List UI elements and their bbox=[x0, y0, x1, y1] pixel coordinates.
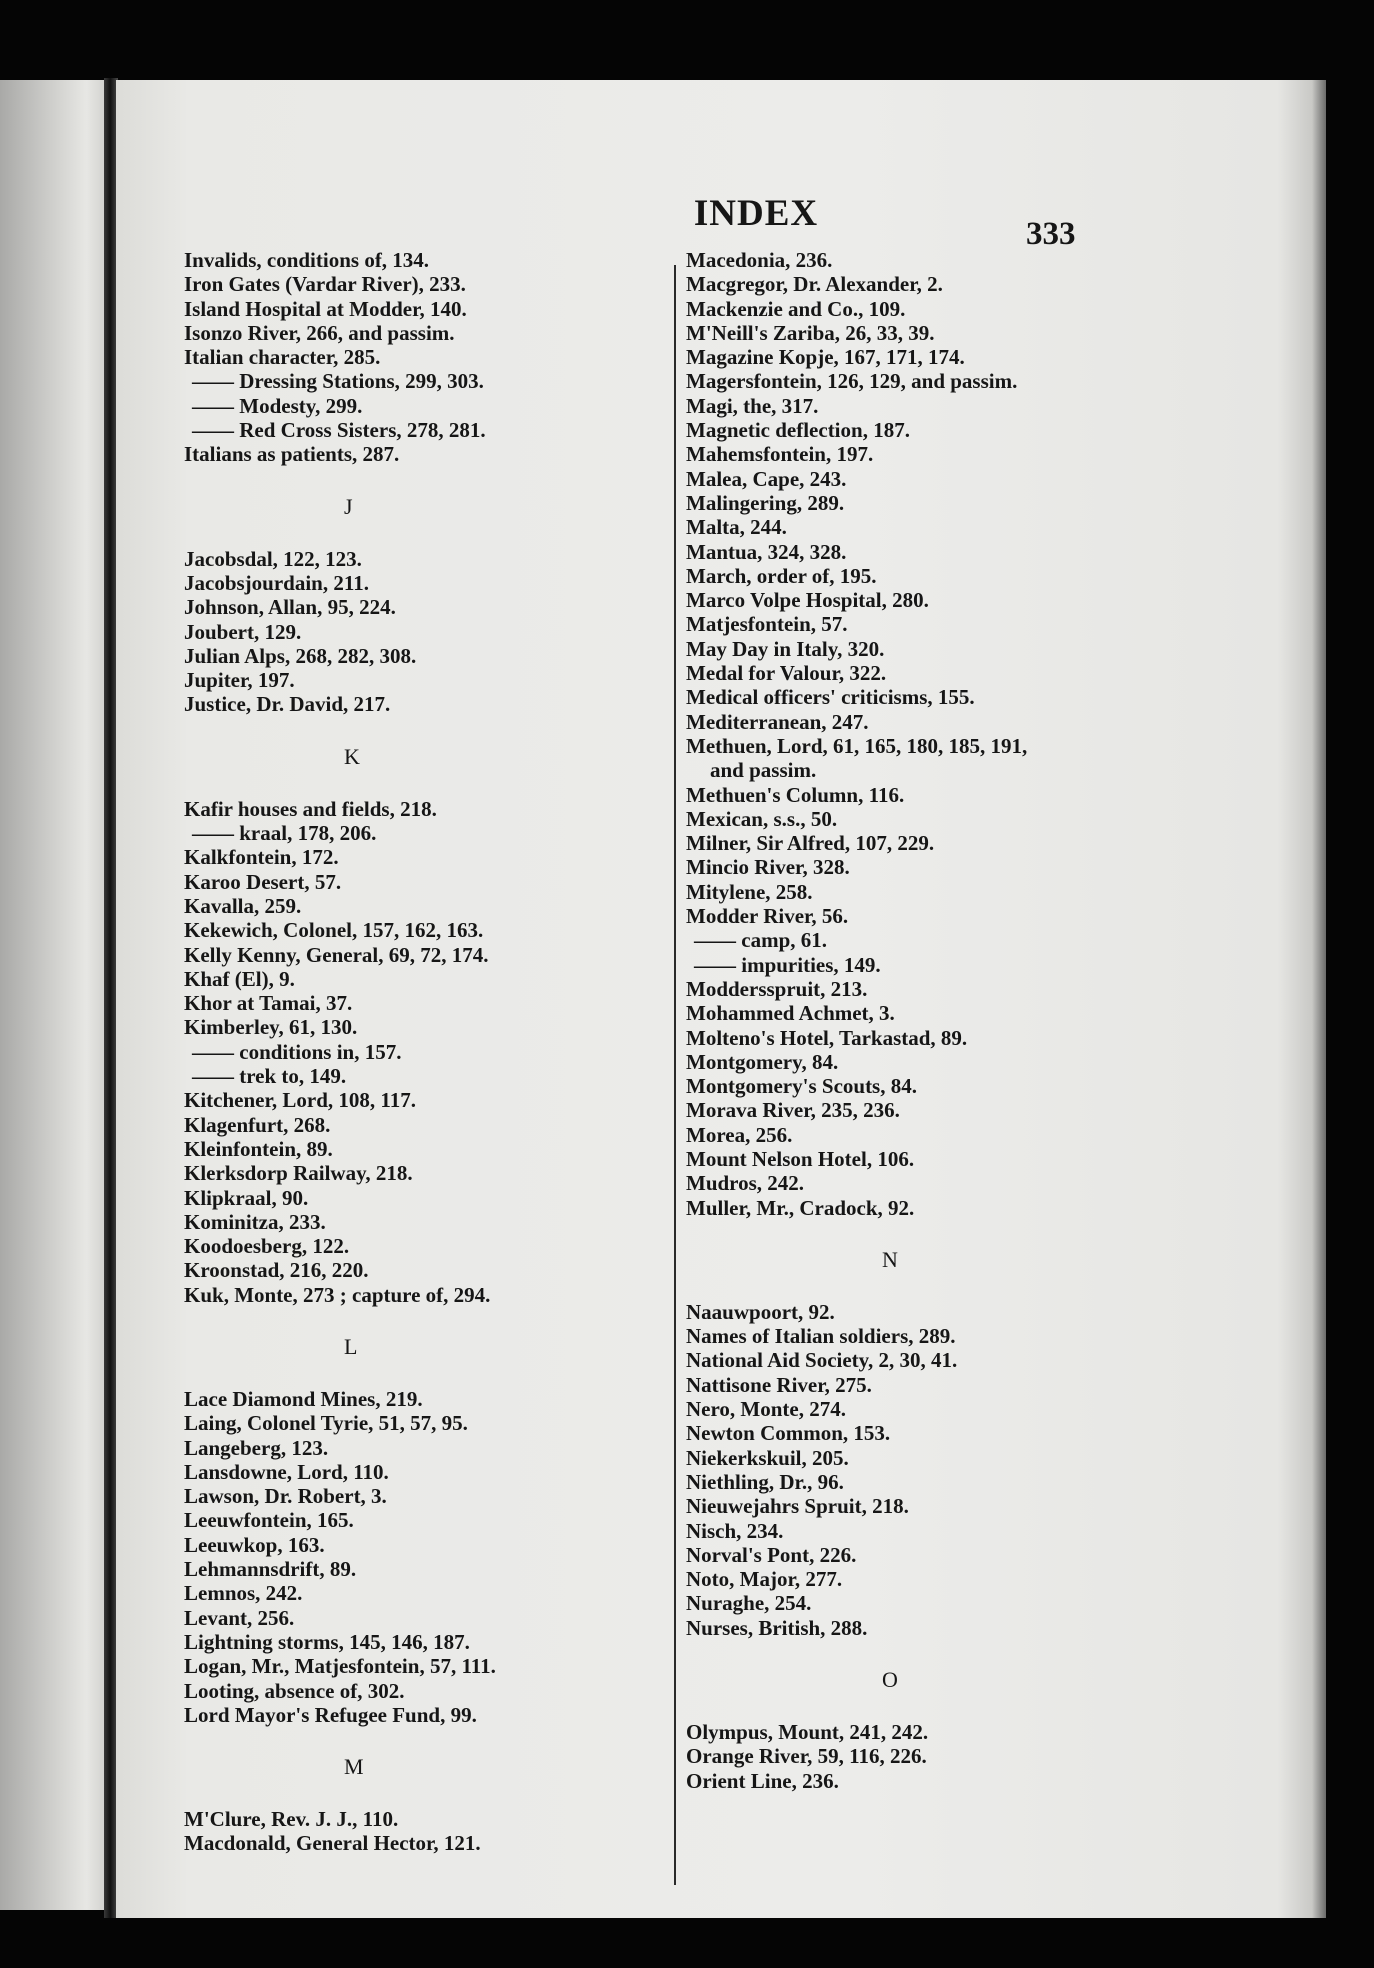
index-entry: Kuk, Monte, 273 ; capture of, 294. bbox=[184, 1282, 491, 1307]
index-entry: Modder River, 56. bbox=[686, 904, 849, 929]
index-entry: Medical officers' criticisms, 155. bbox=[686, 685, 975, 710]
index-entry: Johnson, Allan, 95, 224. bbox=[184, 595, 396, 620]
section-letter: M bbox=[344, 1754, 364, 1780]
index-page bbox=[116, 80, 1326, 1918]
index-entry: Iron Gates (Vardar River), 233. bbox=[184, 272, 466, 297]
index-entry: Looting, absence of, 302. bbox=[184, 1678, 405, 1703]
index-entry: Names of Italian soldiers, 289. bbox=[686, 1324, 956, 1349]
index-entry: Levant, 256. bbox=[184, 1605, 295, 1630]
index-entry: Molteno's Hotel, Tarkastad, 89. bbox=[686, 1025, 968, 1050]
index-entry: Mediterranean, 247. bbox=[686, 709, 869, 734]
index-entry: Kekewich, Colonel, 157, 162, 163. bbox=[184, 918, 484, 943]
index-entry: Mackenzie and Co., 109. bbox=[686, 296, 906, 321]
index-entry: Kavalla, 259. bbox=[184, 893, 302, 918]
index-subentry: —— impurities, 149. bbox=[694, 952, 881, 977]
index-entry: M'Clure, Rev. J. J., 110. bbox=[184, 1807, 399, 1832]
index-entry: Muller, Mr., Cradock, 92. bbox=[686, 1195, 915, 1220]
index-column-right bbox=[686, 248, 1246, 1793]
index-entry: Leeuwfontein, 165. bbox=[184, 1508, 354, 1533]
index-entry: Lace Diamond Mines, 219. bbox=[184, 1386, 423, 1411]
index-entry: Jupiter, 197. bbox=[184, 668, 295, 693]
index-entry: Kominitza, 233. bbox=[184, 1209, 326, 1234]
section-letter: O bbox=[882, 1667, 898, 1693]
index-entry: Klagenfurt, 268. bbox=[184, 1112, 331, 1137]
page-edge-shadow bbox=[1312, 80, 1326, 1918]
index-entry: Methuen's Column, 116. bbox=[686, 782, 905, 807]
index-entry: Macedonia, 236. bbox=[686, 248, 833, 272]
page-title: INDEX bbox=[693, 193, 819, 234]
index-column-left bbox=[184, 248, 664, 1856]
index-entry: Italian character, 285. bbox=[184, 345, 381, 370]
index-entry: Koodoesberg, 122. bbox=[184, 1234, 350, 1259]
index-entry: Montgomery's Scouts, 84. bbox=[686, 1074, 917, 1099]
index-subentry: —— Modesty, 299. bbox=[192, 393, 363, 418]
section-letter: K bbox=[344, 743, 360, 769]
index-entry: Moddersspruit, 213. bbox=[686, 976, 868, 1001]
index-entry: Noto, Major, 277. bbox=[686, 1567, 843, 1592]
index-entry: Joubert, 129. bbox=[184, 619, 302, 644]
index-entry: Laing, Colonel Tyrie, 51, 57, 95. bbox=[184, 1411, 468, 1436]
index-entry: Orient Line, 236. bbox=[686, 1768, 839, 1793]
index-entry: Lansdowne, Lord, 110. bbox=[184, 1459, 389, 1484]
index-subentry: —— Red Cross Sisters, 278, 281. bbox=[192, 418, 486, 443]
index-entry: Malta, 244. bbox=[686, 515, 787, 540]
index-entry: Leeuwkop, 163. bbox=[184, 1532, 325, 1557]
index-subentry: —— Dressing Stations, 299, 303. bbox=[192, 369, 484, 394]
index-entry: Magnetic deflection, 187. bbox=[686, 418, 910, 443]
index-entry: Mexican, s.s., 50. bbox=[686, 806, 838, 831]
index-entry: Jacobsjourdain, 211. bbox=[184, 570, 369, 595]
index-entry: Lehmannsdrift, 89. bbox=[184, 1557, 357, 1582]
index-entry: Magazine Kopje, 167, 171, 174. bbox=[686, 345, 965, 370]
index-entry: Marco Volpe Hospital, 280. bbox=[686, 588, 929, 613]
index-entry: Mitylene, 258. bbox=[686, 879, 813, 904]
index-entry: Newton Common, 153. bbox=[686, 1421, 891, 1446]
index-entry: Logan, Mr., Matjesfontein, 57, 111. bbox=[184, 1654, 496, 1679]
index-entry: Khor at Tamai, 37. bbox=[184, 991, 353, 1016]
index-entry: Magi, the, 317. bbox=[686, 393, 819, 418]
page-number: 333 bbox=[1026, 216, 1076, 252]
index-entry: Kafir houses and fields, 218. bbox=[184, 796, 437, 821]
index-entry: Mahemsfontein, 197. bbox=[686, 442, 874, 467]
index-entry: Lemnos, 242. bbox=[184, 1581, 303, 1606]
index-entry: Matjesfontein, 57. bbox=[686, 612, 848, 637]
index-entry: Kimberley, 61, 130. bbox=[184, 1015, 358, 1040]
index-entry: Medal for Valour, 322. bbox=[686, 661, 887, 686]
index-entry: Mohammed Achmet, 3. bbox=[686, 1001, 895, 1026]
index-entry: M'Neill's Zariba, 26, 33, 39. bbox=[686, 320, 935, 345]
index-entry: Methuen, Lord, 61, 165, 180, 185, 191, bbox=[686, 733, 1028, 758]
index-entry: Kalkfontein, 172. bbox=[184, 845, 339, 870]
index-entry: Nero, Monte, 274. bbox=[686, 1397, 846, 1422]
index-entry: Morea, 256. bbox=[686, 1122, 793, 1147]
index-entry: Langeberg, 123. bbox=[184, 1435, 329, 1460]
index-entry: Mantua, 324, 328. bbox=[686, 539, 847, 564]
index-entry: Mincio River, 328. bbox=[686, 855, 850, 880]
column-divider bbox=[674, 265, 676, 1885]
index-entry: Lord Mayor's Refugee Fund, 99. bbox=[184, 1702, 477, 1727]
index-entry: Nurses, British, 288. bbox=[686, 1615, 868, 1640]
index-entry: Nieuwejahrs Spruit, 218. bbox=[686, 1494, 909, 1519]
index-entry: Mount Nelson Hotel, 106. bbox=[686, 1146, 915, 1171]
index-entry-continuation: and passim. bbox=[710, 758, 817, 783]
index-entry: Norval's Pont, 226. bbox=[686, 1542, 857, 1567]
index-entry: Olympus, Mount, 241, 242. bbox=[686, 1720, 929, 1745]
index-entry: Niekerkskuil, 205. bbox=[686, 1445, 849, 1470]
index-entry: Nattisone River, 275. bbox=[686, 1372, 872, 1397]
index-subentry: —— camp, 61. bbox=[694, 928, 827, 953]
section-letter: N bbox=[882, 1246, 898, 1272]
index-entry: Lawson, Dr. Robert, 3. bbox=[184, 1484, 387, 1509]
section-letter: L bbox=[344, 1333, 358, 1359]
index-entry: Kitchener, Lord, 108, 117. bbox=[184, 1088, 416, 1113]
index-entry: Kroonstad, 216, 220. bbox=[184, 1258, 369, 1283]
index-entry: Isonzo River, 266, and passim. bbox=[184, 320, 455, 345]
index-subentry: —— trek to, 149. bbox=[192, 1064, 347, 1089]
facing-page-edge bbox=[0, 80, 108, 1910]
index-entry: Kleinfontein, 89. bbox=[184, 1136, 333, 1161]
index-entry: Montgomery, 84. bbox=[686, 1049, 839, 1074]
index-entry: National Aid Society, 2, 30, 41. bbox=[686, 1348, 958, 1373]
index-entry: Macdonald, General Hector, 121. bbox=[184, 1831, 481, 1856]
index-entry: Malea, Cape, 243. bbox=[686, 466, 847, 491]
index-entry: Orange River, 59, 116, 226. bbox=[686, 1744, 927, 1769]
index-entry: Jacobsdal, 122, 123. bbox=[184, 546, 362, 571]
index-entry: Morava River, 235, 236. bbox=[686, 1098, 900, 1123]
index-entry: May Day in Italy, 320. bbox=[686, 636, 885, 661]
index-entry: Malingering, 289. bbox=[686, 490, 845, 515]
index-entry: Lightning storms, 145, 146, 187. bbox=[184, 1629, 470, 1654]
index-entry: March, order of, 195. bbox=[686, 563, 877, 588]
index-entry: Mudros, 242. bbox=[686, 1171, 805, 1196]
index-entry: Milner, Sir Alfred, 107, 229. bbox=[686, 831, 935, 856]
index-entry: Naauwpoort, 92. bbox=[686, 1299, 835, 1324]
index-entry: Kelly Kenny, General, 69, 72, 174. bbox=[184, 942, 489, 967]
index-entry: Italians as patients, 287. bbox=[184, 442, 400, 467]
index-entry: Nuraghe, 254. bbox=[686, 1591, 812, 1616]
index-subentry: —— conditions in, 157. bbox=[192, 1039, 402, 1064]
index-entry: Justice, Dr. David, 217. bbox=[184, 692, 391, 717]
index-entry: Island Hospital at Modder, 140. bbox=[184, 296, 467, 321]
index-entry: Khaf (El), 9. bbox=[184, 966, 295, 991]
index-entry: Klerksdorp Railway, 218. bbox=[184, 1161, 413, 1186]
index-entry: Niethling, Dr., 96. bbox=[686, 1469, 844, 1494]
index-entry: Macgregor, Dr. Alexander, 2. bbox=[686, 272, 943, 297]
section-letter: J bbox=[344, 493, 353, 519]
index-entry: Nisch, 234. bbox=[686, 1518, 784, 1543]
index-subentry: —— kraal, 178, 206. bbox=[192, 821, 377, 846]
index-entry: Magersfontein, 126, 129, and passim. bbox=[686, 369, 1018, 394]
index-entry: Julian Alps, 268, 282, 308. bbox=[184, 643, 417, 668]
index-entry: Invalids, conditions of, 134. bbox=[184, 248, 430, 272]
index-entry: Karoo Desert, 57. bbox=[184, 869, 342, 894]
index-entry: Klipkraal, 90. bbox=[184, 1185, 309, 1210]
